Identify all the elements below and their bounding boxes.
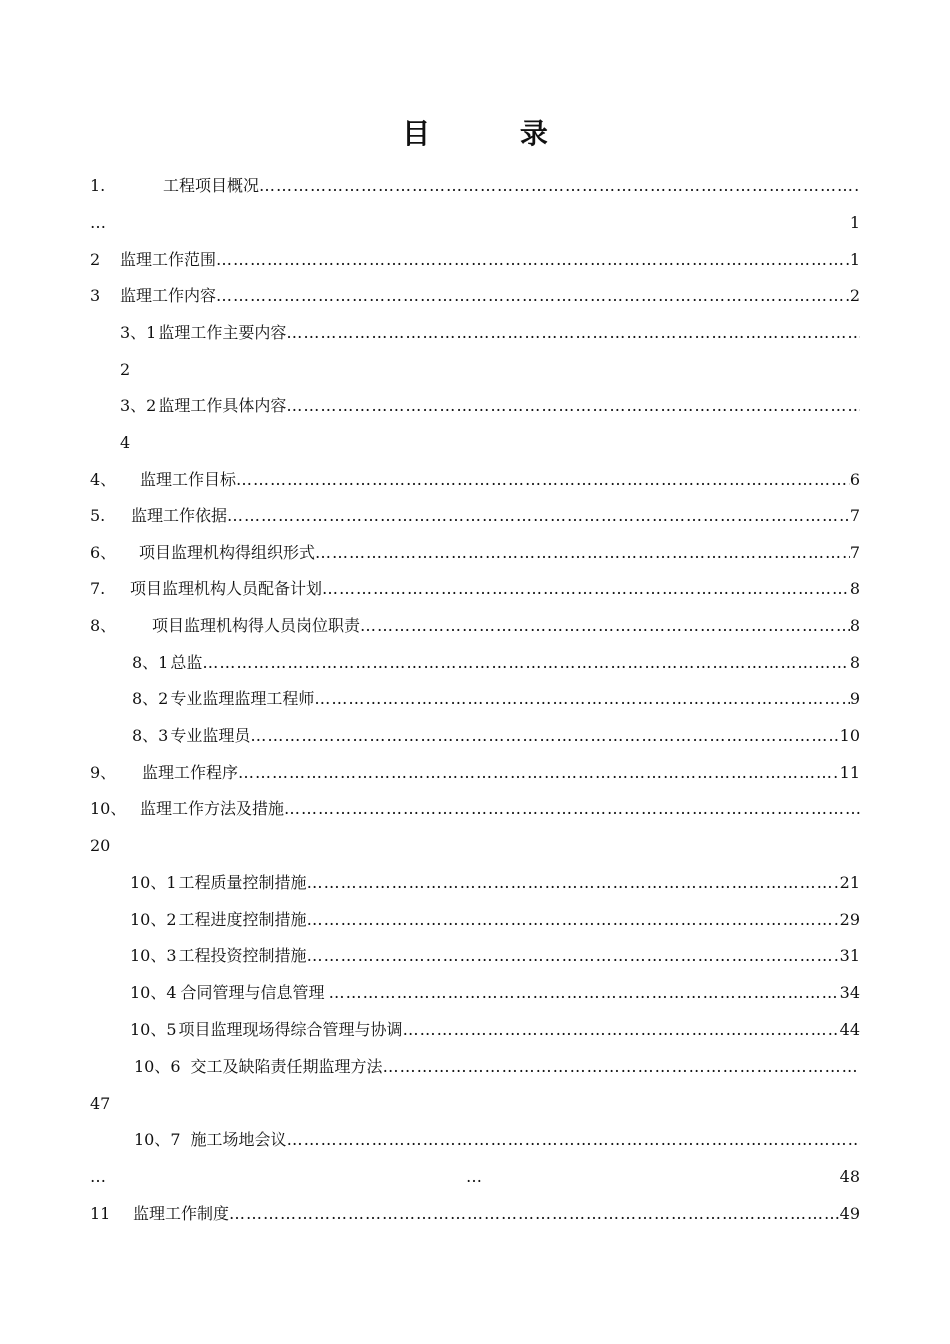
toc-entry-label: 监理工作范围 [120,250,217,269]
leader-dots [216,282,850,310]
toc-entry-label: 监理工作目标 [140,470,237,489]
toc-entry-number: 3、2 [120,396,157,415]
toc-entry[interactable] [90,575,860,603]
leader-dots [284,795,860,823]
toc-entry-label: 交工及缺陷责任期监理方法 [190,1057,383,1076]
toc-entry[interactable] [134,1126,860,1154]
toc-entry-label: 项目监理机构得组织形式 [139,543,316,562]
toc-entry-label: 总监 [170,653,203,672]
toc-entry-page: 48 [839,1167,860,1186]
leader-dots [307,942,840,970]
toc-entry-label: 工程项目概况 [163,176,260,195]
toc-title: 目 录 [402,117,588,150]
toc-entry[interactable] [90,502,860,530]
toc-entry-number: 8、 [90,616,117,635]
leader-dots [383,1053,860,1081]
leader-dots: … [466,1167,482,1186]
toc-entry-continuation [120,429,860,457]
leader-dots: … [90,213,106,232]
toc-entry-label: 监理工作依据 [131,506,228,525]
toc-entry-page: 21 [839,873,860,892]
toc-entry[interactable] [90,282,860,310]
leader-dots [202,649,849,677]
toc-entry-number: 10、2 [130,910,177,929]
toc-entry-number: 8、1 [132,653,169,672]
toc-entry[interactable] [90,1200,860,1228]
toc-entry-label: 项目监理现场得综合管理与协调 [178,1020,403,1039]
toc-entry-number: 6、 [90,543,117,562]
toc-entry-page: 34 [839,983,860,1002]
toc-entry-number: 10、5 [130,1020,177,1039]
toc-entry-number: 11 [90,1204,111,1223]
leader-dots [403,1016,840,1044]
toc-entry-continuation [90,209,860,237]
toc-entry-number: 10、 [90,799,127,818]
leader-dots [287,1126,860,1154]
leader-dots [229,1200,840,1228]
toc-entry-page: 8 [849,616,860,635]
toc-entry[interactable] [90,759,860,787]
leader-dots [315,539,850,567]
toc-entry-number: 10、1 [130,873,177,892]
toc-entry-page: 2 [120,360,131,379]
toc-entry[interactable] [130,942,860,970]
toc-entry[interactable] [132,685,860,713]
toc-entry-page: 7 [849,543,860,562]
toc-entry-number: 8、3 [132,726,169,745]
toc-entry-label: 项目监理机构人员配备计划 [130,579,323,598]
toc-entry-label: 监理工作方法及措施 [140,799,285,818]
toc-entry-label: 合同管理与信息管理 [180,983,325,1002]
toc-entry[interactable] [130,906,860,934]
toc-entry-page: 10 [839,726,860,745]
leader-dots [250,722,839,750]
toc-entry-label: 监理工作程序 [142,763,239,782]
toc-entry[interactable] [132,722,860,750]
toc-entry[interactable] [90,612,860,640]
toc-entry-continuation [90,832,860,860]
toc-entry-number: 9、 [90,763,117,782]
toc-entry-page: 9 [849,689,860,708]
toc-entry-number: 7. [90,579,106,598]
toc-entry[interactable] [130,979,860,1007]
leader-dots [216,246,850,274]
toc-entry-page: 20 [90,836,111,855]
toc-entry-label: 项目监理机构得人员岗位职责 [152,616,361,635]
toc-entry-label: 专业监理员 [170,726,251,745]
toc-entry-number: 8、2 [132,689,169,708]
toc-entry[interactable] [90,246,860,274]
toc-entry-label: 工程进度控制措施 [178,910,307,929]
toc-entry-page: 6 [849,470,860,489]
leader-dots: … [90,1167,106,1186]
toc-entry-number: 10、6 [134,1057,181,1076]
leader-dots [314,685,849,713]
toc-entry-page: 44 [839,1020,860,1039]
toc-entry-number: 10、3 [130,946,177,965]
toc-entry-label: 监理工作内容 [120,286,217,305]
toc-entry-page: 1 [849,250,860,269]
toc-entry-page: 49 [839,1204,860,1223]
toc-entry[interactable] [90,466,860,494]
toc-entry[interactable] [120,392,860,420]
leader-dots [322,575,850,603]
toc-entry-number: 10、7 [134,1130,181,1149]
toc-entry-page: 4 [120,433,131,452]
leader-dots [286,392,860,420]
toc-entry-label: 监理工作具体内容 [158,396,287,415]
toc-entry-label: 施工场地会议 [190,1130,287,1149]
toc-entry-page: 8 [849,653,860,672]
toc-entry-label: 监理工作制度 [133,1204,230,1223]
leader-dots [360,612,850,640]
toc-entry-number: 5. [90,506,106,525]
toc-entry-number: 2 [90,250,101,269]
leader-dots [286,319,860,347]
toc-entry-number: 3、1 [120,323,157,342]
toc-entry-page: 1 [849,213,860,232]
toc-entry[interactable] [90,795,860,823]
toc-entry-label: 工程质量控制措施 [178,873,307,892]
toc-entry[interactable] [130,869,860,897]
toc-entry-number: 1. [90,176,106,195]
toc-entry-continuation [90,1163,860,1191]
toc-entry-continuation [120,356,860,384]
toc-entry-number: 3 [90,286,101,305]
leader-dots [307,906,840,934]
toc-entry-label: 监理工作主要内容 [158,323,287,342]
toc-entry-page: 7 [849,506,860,525]
toc-entry-label: 专业监理监理工程师 [170,689,315,708]
toc-entry-continuation [90,1090,860,1118]
toc-entry-page: 47 [90,1094,111,1113]
toc-entry-page: 29 [839,910,860,929]
leader-dots [236,466,850,494]
leader-dots [259,172,860,200]
toc-entry-page: 2 [849,286,860,305]
toc-entry-page: 8 [849,579,860,598]
leader-dots [227,502,850,530]
leader-dots [238,759,840,787]
toc-entry[interactable] [132,649,860,677]
toc-entry-label: 工程投资控制措施 [178,946,307,965]
toc-entry[interactable] [90,539,860,567]
toc-entry-number: 4、 [90,470,117,489]
toc-entry[interactable] [130,1016,860,1044]
toc-entry[interactable] [134,1053,860,1081]
toc-entry-number: 10、4 [130,983,177,1002]
leader-dots [307,869,840,897]
leader-dots [325,979,840,1007]
toc-entry-page: 11 [839,763,860,782]
toc-entry[interactable] [90,172,860,200]
toc-entry[interactable] [120,319,860,347]
toc-entry-page: 31 [839,946,860,965]
